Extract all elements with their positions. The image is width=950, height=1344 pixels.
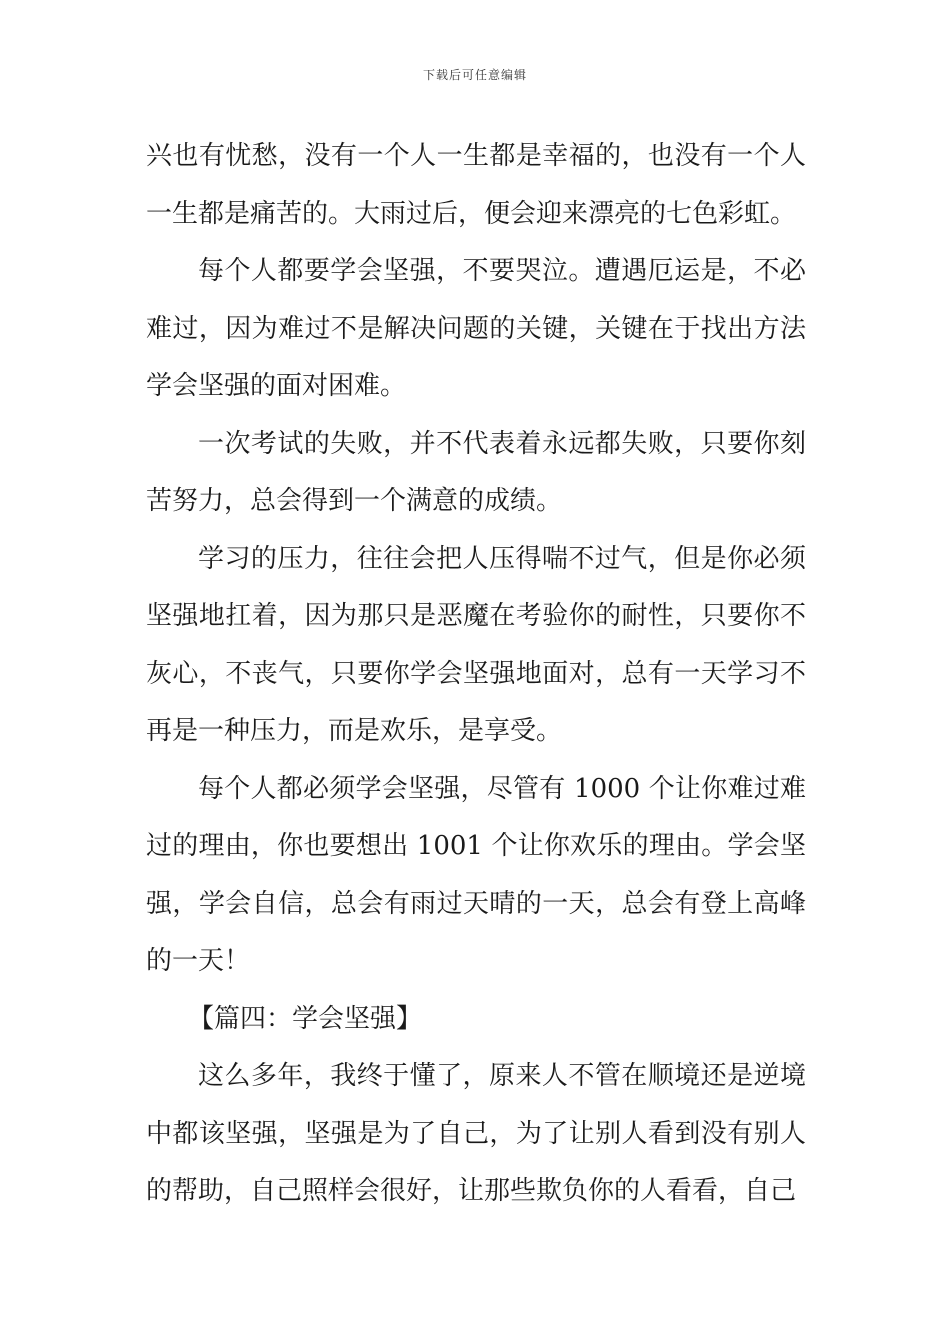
paragraph: 这么多年，我终于懂了，原来人不管在顺境还是逆境中都该坚强，坚强是为了自己，为了让别人看到没有别人的帮助，自己照样会很好，让那些欺负你的人看看，自己: [146, 1061, 806, 1206]
paragraph: 每个人都要学会坚强，不要哭泣。遭遇厄运是，不必难过，因为难过不是解决问题的关键，关键在于找出方法学会坚强的面对困难。: [146, 256, 806, 401]
paragraph: 学习的压力，往往会把人压得喘不过气，但是你必须坚强地扛着，因为那只是恶魔在考验你的耐性，只要你不灰心，不丧气，只要你学会坚强地面对，总有一天学习不再是一种压力，而是欢乐，是享受。: [146, 543, 806, 746]
paragraph: 一次考试的失败，并不代表着永远都失败，只要你刻苦努力，总会得到一个满意的成绩。: [146, 428, 806, 516]
body-text: [146, 128, 806, 1221]
paragraph-continued: 兴也有忧愁，没有一个人一生都是幸福的，也没有一个人一生都是痛苦的。大雨过后，便会迎来漂亮的七色彩虹。: [146, 141, 806, 229]
paragraph: 每个人都必须学会坚强，尽管有 1000 个让你难过难过的理由，你也要想出 1001 个让你欢乐的理由。学会坚强，学会自信，总会有雨过天晴的一天，总会有登上高峰的一天！: [146, 773, 806, 976]
section-heading: 【篇四：学会坚强】: [188, 1003, 423, 1034]
header-note: 下载后可任意编辑: [422, 68, 527, 82]
